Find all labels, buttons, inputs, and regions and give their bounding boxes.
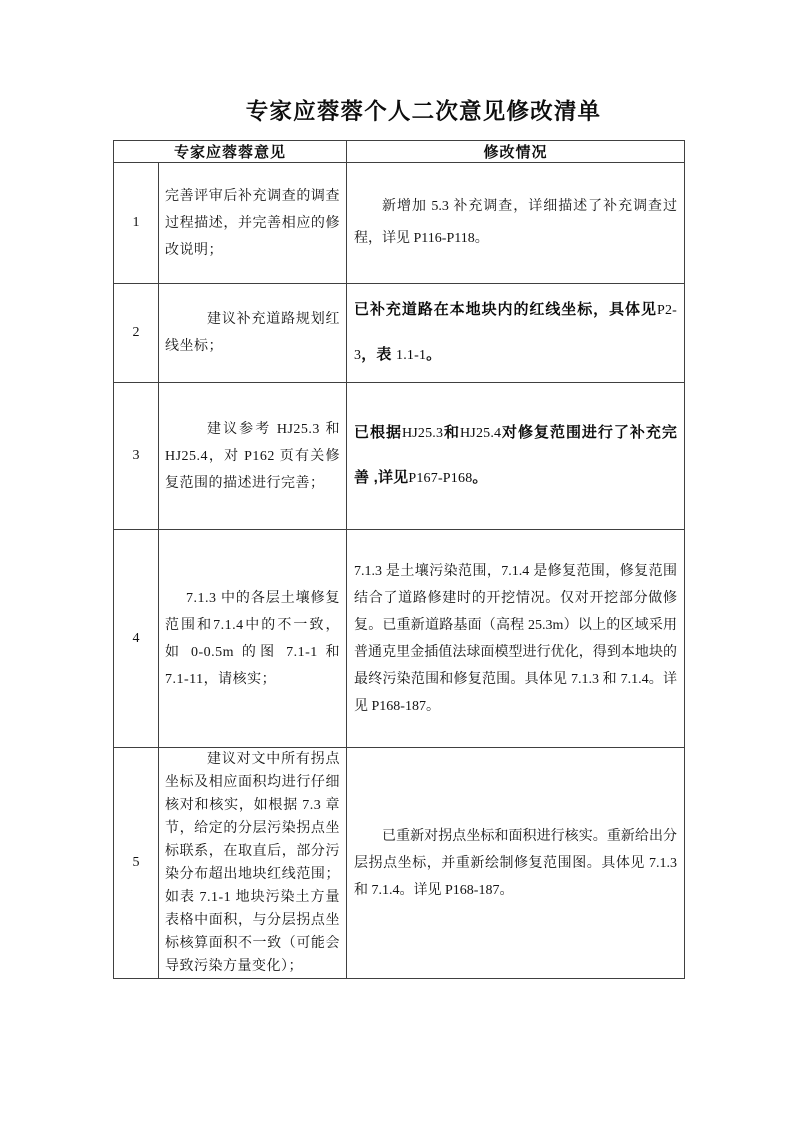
opinion-cell: 建议补充道路规划红线坐标； — [159, 284, 347, 383]
table-row — [114, 163, 685, 284]
table-body — [114, 163, 685, 979]
table-row — [114, 383, 685, 530]
column-header-opinion: 专家应蓉蓉意见 — [114, 141, 347, 163]
status-cell: 已根据HJ25.3和HJ25.4对修复范围进行了补充完善 ,详见P167-P168。 — [347, 383, 685, 530]
table-row — [114, 530, 685, 748]
row-number: 2 — [114, 284, 159, 383]
header-row — [114, 141, 685, 163]
status-cell: 新增加 5.3 补充调查，详细描述了补充调查过程，详见 P116-P118。 — [347, 163, 685, 284]
status-cell: 已补充道路在本地块内的红线坐标，具体见P2-3，表 1.1-1。 — [347, 284, 685, 383]
row-number: 4 — [114, 530, 159, 748]
opinion-cell: 建议对文中所有拐点坐标及相应面积均进行仔细核对和核实，如根据 7.3 章节，给定的分层污染拐点坐标联系，在取直后，部分污染分布超出地块红线范围；如表 7.1-1 地块污染土方量表格中面积，与分层拐点坐标核算面积不一致（可能会导致污染方量变化）； — [159, 748, 347, 979]
row-number: 1 — [114, 163, 159, 284]
opinion-cell: 完善评审后补充调查的调查过程描述，并完善相应的修改说明； — [159, 163, 347, 284]
opinion-cell: 建议参考 HJ25.3 和 HJ25.4，对 P162 页有关修复范围的描述进行完善； — [159, 383, 347, 530]
column-header-status: 修改情况 — [347, 141, 685, 163]
table-row — [114, 284, 685, 383]
revision-list-table — [113, 140, 685, 979]
row-number: 3 — [114, 383, 159, 530]
opinion-cell: 7.1.3 中的各层土壤修复范围和7.1.4中的不一致，如 0-0.5m 的图 7.1-1 和 7.1-11，请核实； — [159, 530, 347, 748]
table-header — [114, 141, 685, 163]
status-cell: 已重新对拐点坐标和面积进行核实。重新给出分层拐点坐标，并重新绘制修复范围图。具体见 7.1.3 和 7.1.4。详见 P168-187。 — [347, 748, 685, 979]
status-cell: 7.1.3 是土壤污染范围，7.1.4 是修复范围，修复范围结合了道路修建时的开挖情况。仅对开挖部分做修复。已重新道路基面（高程 25.3m）以上的区域采用普通克里金插值法球面模型进行优化，得到本地块的最终污染范围和修复范围。具体见 7.1.3 和 7.1.4。详见 P168-187。 — [347, 530, 685, 748]
row-number: 5 — [114, 748, 159, 979]
table-row — [114, 748, 685, 979]
document-title: 专家应蓉蓉个人二次意见修改清单 — [245, 99, 602, 124]
